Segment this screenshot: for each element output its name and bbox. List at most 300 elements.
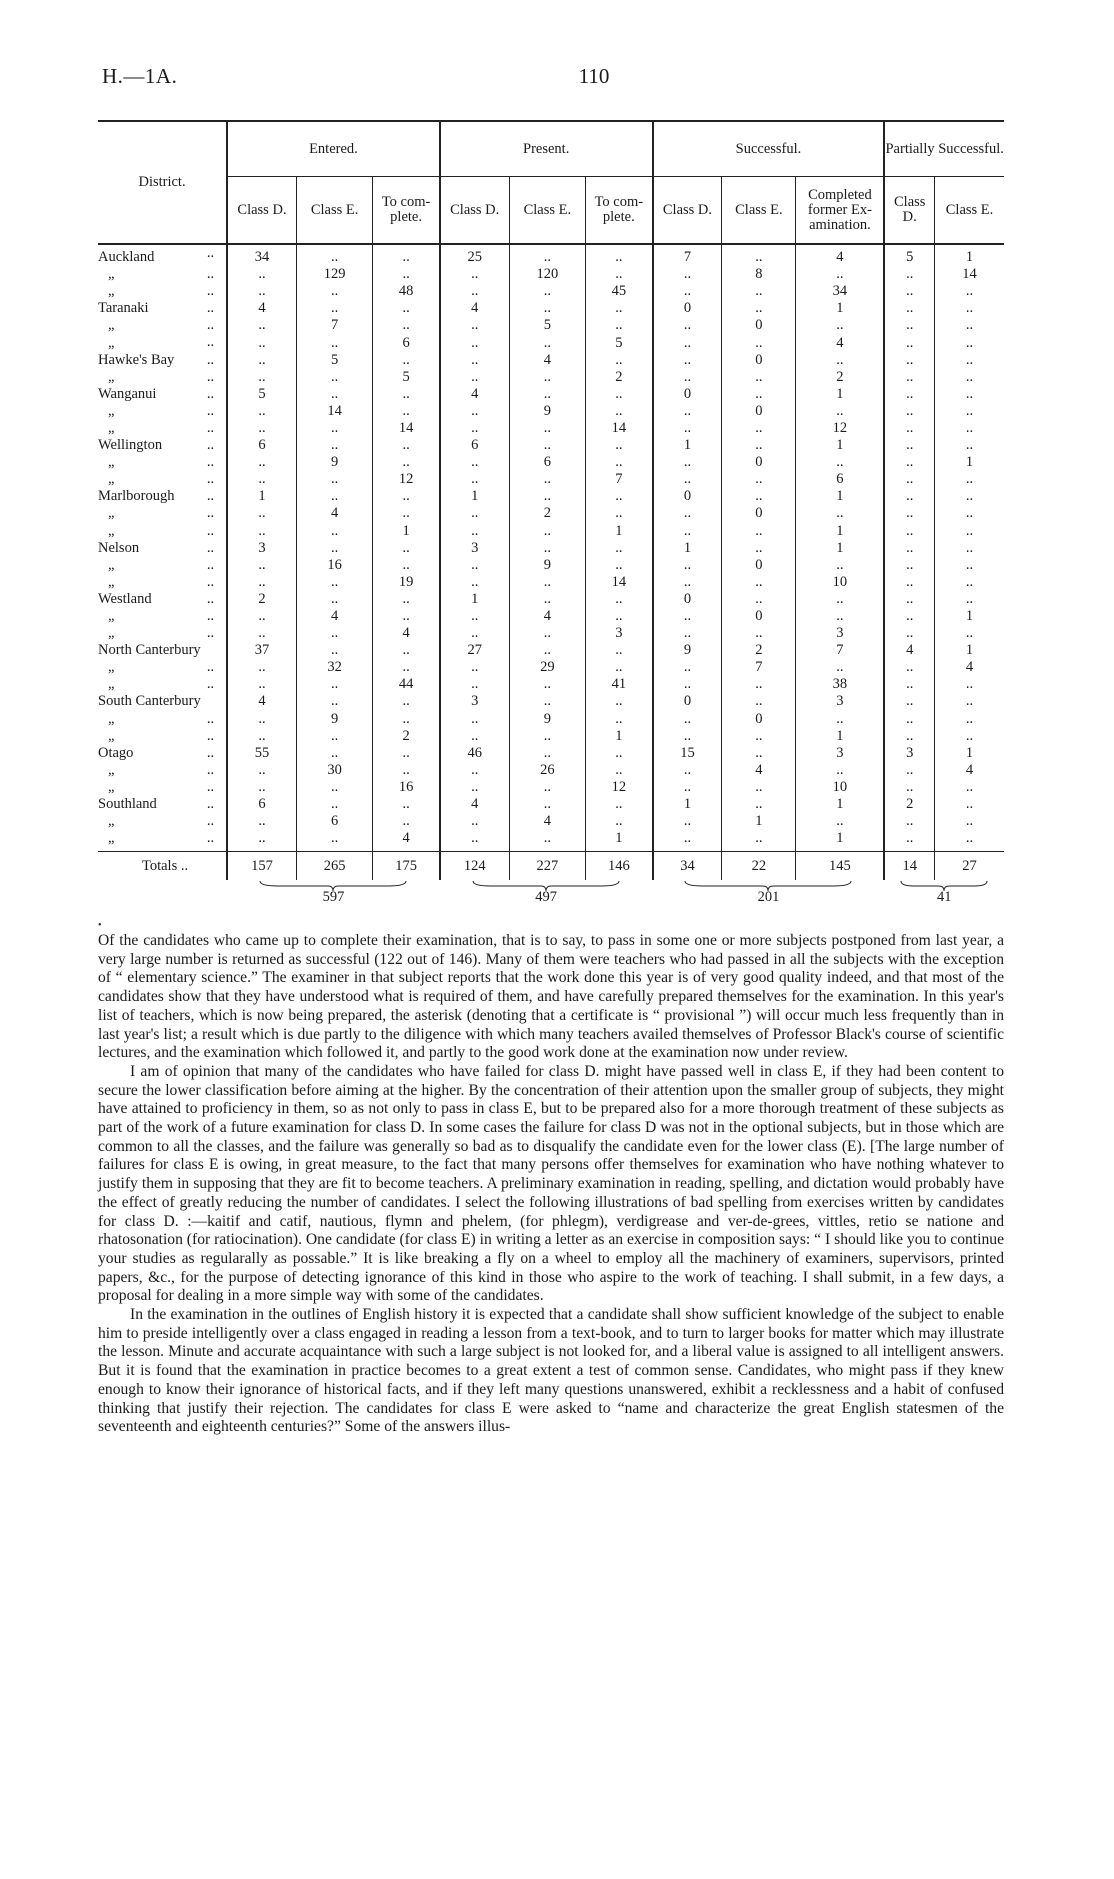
data-cell: ..	[884, 420, 934, 437]
table-row	[98, 352, 1004, 369]
data-cell: ..	[884, 676, 934, 693]
data-cell: ..	[935, 283, 1004, 300]
data-cell: 4	[440, 796, 509, 813]
data-cell: ..	[440, 317, 509, 334]
data-cell: 3	[796, 745, 884, 762]
leader-dots: ..	[206, 556, 215, 573]
brace-icon	[899, 880, 989, 892]
data-cell: ..	[722, 471, 796, 488]
data-cell: ..	[722, 830, 796, 852]
data-cell: ..	[935, 830, 1004, 852]
subheader-partial-class-e: Class E.	[935, 177, 1004, 245]
leader-dots: ..	[206, 761, 215, 778]
data-cell: ..	[509, 728, 585, 745]
data-cell: 7	[296, 317, 372, 334]
data-cell: ..	[722, 420, 796, 437]
table-row	[98, 540, 1004, 557]
data-cell: 5	[509, 317, 585, 334]
leader-dots: ..	[206, 659, 215, 676]
data-cell: 0	[653, 693, 722, 710]
data-cell: ..	[440, 334, 509, 351]
data-cell: 48	[373, 283, 440, 300]
data-cell: 1	[796, 540, 884, 557]
data-cell: ..	[373, 762, 440, 779]
data-cell: ..	[722, 728, 796, 745]
data-cell: 6	[796, 471, 884, 488]
subheader-present-to-complete: To com-plete.	[586, 177, 653, 245]
data-cell: 4	[796, 334, 884, 351]
data-cell: 1	[796, 728, 884, 745]
data-cell: ..	[586, 540, 653, 557]
table-row	[98, 642, 1004, 659]
group-total-partial	[884, 880, 1004, 906]
data-cell: ..	[373, 540, 440, 557]
district-name: Marlborough	[98, 488, 175, 505]
data-cell: ..	[509, 437, 585, 454]
group-header-successful: Successful.	[653, 121, 885, 177]
district-cell	[98, 659, 227, 676]
data-cell: ..	[509, 779, 585, 796]
data-cell: 1	[796, 488, 884, 505]
table-row	[98, 574, 1004, 591]
data-cell: ..	[440, 625, 509, 642]
data-cell: 1	[586, 728, 653, 745]
data-cell: ..	[373, 352, 440, 369]
data-cell: ..	[722, 693, 796, 710]
data-cell: ..	[509, 693, 585, 710]
data-cell: 2	[373, 728, 440, 745]
data-cell: 4	[227, 300, 296, 317]
data-cell: 4	[935, 762, 1004, 779]
district-cell	[98, 369, 227, 386]
data-cell: ..	[653, 352, 722, 369]
data-cell: ..	[373, 711, 440, 728]
data-cell: ..	[509, 540, 585, 557]
data-cell: ..	[653, 574, 722, 591]
data-cell: ..	[509, 369, 585, 386]
data-cell: ..	[722, 779, 796, 796]
data-cell: ..	[653, 625, 722, 642]
data-cell: ..	[296, 796, 372, 813]
data-cell: ..	[653, 454, 722, 471]
district-name: „	[108, 368, 115, 385]
data-cell: 9	[509, 403, 585, 420]
district-name: „	[108, 778, 115, 795]
data-cell: ..	[653, 762, 722, 779]
group-header-entered: Entered.	[227, 121, 440, 177]
data-cell: 4	[440, 300, 509, 317]
data-cell: ..	[296, 574, 372, 591]
district-name: Hawke's Bay	[98, 351, 175, 368]
totals-label	[98, 852, 227, 881]
data-cell: ..	[227, 471, 296, 488]
district-name: Westland	[98, 590, 152, 607]
data-cell: 1	[935, 454, 1004, 471]
data-cell: ..	[884, 334, 934, 351]
data-cell: ..	[653, 334, 722, 351]
totals-label-text: Totals	[142, 857, 178, 874]
data-cell: 0	[722, 317, 796, 334]
data-cell: ..	[796, 659, 884, 676]
district-cell	[98, 244, 227, 266]
data-cell: ..	[296, 625, 372, 642]
data-cell: ..	[227, 420, 296, 437]
district-cell	[98, 505, 227, 522]
district-cell	[98, 352, 227, 369]
data-cell: ..	[509, 642, 585, 659]
district-name: Nelson	[98, 539, 140, 556]
data-cell: ..	[935, 711, 1004, 728]
data-cell: ..	[509, 574, 585, 591]
data-cell: ..	[796, 813, 884, 830]
district-cell	[98, 693, 227, 710]
table-row	[98, 693, 1004, 710]
district-cell	[98, 471, 227, 488]
table-row	[98, 676, 1004, 693]
data-cell: ..	[440, 420, 509, 437]
data-cell: 4	[296, 608, 372, 625]
data-cell: ..	[373, 796, 440, 813]
data-cell: ..	[586, 642, 653, 659]
data-cell: ..	[509, 625, 585, 642]
margin-bullet: •	[98, 920, 102, 931]
leader-dots: ..	[206, 402, 215, 419]
group-total-value: 597	[322, 889, 345, 906]
table-row	[98, 369, 1004, 386]
data-cell: ..	[653, 523, 722, 540]
total-cell: 34	[653, 852, 722, 881]
data-cell: 6	[296, 813, 372, 830]
data-cell: ..	[722, 540, 796, 557]
data-cell: ..	[586, 505, 653, 522]
table-row	[98, 779, 1004, 796]
data-cell: ..	[227, 813, 296, 830]
data-cell: ..	[509, 745, 585, 762]
data-cell: ..	[296, 779, 372, 796]
data-cell: ..	[884, 693, 934, 710]
data-cell: ..	[884, 369, 934, 386]
total-cell: 27	[935, 852, 1004, 881]
district-cell	[98, 779, 227, 796]
data-cell: ..	[509, 523, 585, 540]
total-cell: 146	[586, 852, 653, 881]
district-cell	[98, 796, 227, 813]
data-cell: 1	[440, 488, 509, 505]
table-row	[98, 557, 1004, 574]
data-cell: 4	[796, 244, 884, 266]
data-cell: 3	[796, 693, 884, 710]
data-cell: ..	[440, 711, 509, 728]
table-row	[98, 591, 1004, 608]
data-cell: 1	[935, 745, 1004, 762]
leader-dots: ..	[206, 334, 215, 351]
data-cell: ..	[296, 693, 372, 710]
district-cell	[98, 813, 227, 830]
data-cell: ..	[884, 505, 934, 522]
table-row	[98, 244, 1004, 266]
data-cell: ..	[722, 488, 796, 505]
data-cell: 0	[653, 386, 722, 403]
data-cell: ..	[296, 540, 372, 557]
data-cell: ..	[586, 454, 653, 471]
data-cell: 14	[935, 266, 1004, 283]
district-name: „	[108, 727, 115, 744]
data-cell: ..	[653, 283, 722, 300]
data-cell: ..	[884, 830, 934, 852]
data-cell: ..	[653, 711, 722, 728]
district-name: „	[108, 283, 115, 300]
data-cell: 2	[722, 642, 796, 659]
table-row	[98, 608, 1004, 625]
table-row	[98, 488, 1004, 505]
data-cell: ..	[296, 369, 372, 386]
brace-icon	[471, 880, 621, 892]
data-cell: ..	[884, 813, 934, 830]
leader-dots: ..	[206, 317, 215, 334]
data-cell: ..	[935, 471, 1004, 488]
district-name: „	[108, 625, 115, 642]
district-name: „	[108, 317, 115, 334]
district-cell	[98, 574, 227, 591]
data-cell: ..	[884, 300, 934, 317]
table-row	[98, 403, 1004, 420]
data-cell: ..	[373, 642, 440, 659]
district-name: „	[108, 334, 115, 351]
data-cell: ..	[722, 574, 796, 591]
data-cell: 1	[373, 523, 440, 540]
data-cell: ..	[722, 796, 796, 813]
data-cell: 9	[509, 557, 585, 574]
data-cell: 44	[373, 676, 440, 693]
data-cell: ..	[653, 317, 722, 334]
data-cell: 4	[373, 830, 440, 852]
data-cell: ..	[935, 317, 1004, 334]
data-cell: ..	[722, 300, 796, 317]
data-cell: ..	[884, 762, 934, 779]
data-cell: ..	[935, 369, 1004, 386]
data-cell: ..	[440, 574, 509, 591]
data-cell: ..	[935, 420, 1004, 437]
data-cell: 3	[884, 745, 934, 762]
data-cell: 4	[884, 642, 934, 659]
data-cell: ..	[373, 386, 440, 403]
data-cell: ..	[586, 693, 653, 710]
data-cell: 14	[296, 403, 372, 420]
data-cell: ..	[653, 505, 722, 522]
district-name: „	[108, 556, 115, 573]
data-cell: 6	[373, 334, 440, 351]
data-cell: ..	[884, 711, 934, 728]
data-cell: 0	[722, 454, 796, 471]
data-cell: ..	[653, 266, 722, 283]
data-cell: ..	[296, 745, 372, 762]
data-cell: ..	[509, 334, 585, 351]
data-cell: ..	[373, 488, 440, 505]
data-cell: 1	[935, 608, 1004, 625]
data-cell: ..	[373, 813, 440, 830]
data-cell: ..	[586, 266, 653, 283]
data-cell: 7	[796, 642, 884, 659]
data-cell: 4	[722, 762, 796, 779]
data-cell: 9	[509, 711, 585, 728]
district-name: „	[108, 830, 115, 847]
data-cell: ..	[884, 266, 934, 283]
data-cell: ..	[722, 676, 796, 693]
data-cell: 3	[227, 540, 296, 557]
data-cell: 3	[440, 693, 509, 710]
data-cell: ..	[227, 659, 296, 676]
data-cell: ..	[227, 762, 296, 779]
leader-dots: ..	[206, 830, 215, 847]
data-cell: 1	[796, 523, 884, 540]
district-cell	[98, 625, 227, 642]
district-cell	[98, 488, 227, 505]
brace-icon	[683, 880, 853, 892]
group-total-value: 497	[535, 889, 558, 906]
district-name: „	[108, 813, 115, 830]
data-cell: ..	[884, 403, 934, 420]
data-cell: 0	[722, 352, 796, 369]
data-cell: 120	[509, 266, 585, 283]
data-cell: 1	[796, 830, 884, 852]
data-cell: ..	[296, 334, 372, 351]
district-name: „	[108, 454, 115, 471]
district-cell	[98, 591, 227, 608]
data-cell: ..	[373, 454, 440, 471]
data-cell: ..	[373, 557, 440, 574]
table-row	[98, 454, 1004, 471]
data-cell: ..	[884, 779, 934, 796]
data-cell: ..	[440, 266, 509, 283]
district-cell	[98, 728, 227, 745]
table-row	[98, 523, 1004, 540]
data-cell: 4	[373, 625, 440, 642]
data-cell: ..	[884, 471, 934, 488]
data-cell: ..	[296, 676, 372, 693]
data-cell: ..	[884, 386, 934, 403]
district-cell	[98, 334, 227, 351]
leader-dots: ..	[206, 488, 215, 505]
data-cell: ..	[884, 352, 934, 369]
table-row	[98, 711, 1004, 728]
data-cell: 4	[935, 659, 1004, 676]
district-name: Southland	[98, 796, 157, 813]
page-number: 110	[578, 64, 610, 88]
data-cell: ..	[296, 386, 372, 403]
data-cell: ..	[440, 454, 509, 471]
district-cell	[98, 454, 227, 471]
data-cell: ..	[227, 454, 296, 471]
data-cell: 2	[509, 505, 585, 522]
leader-dots: ..	[206, 625, 215, 642]
data-cell: ..	[586, 796, 653, 813]
table-row	[98, 317, 1004, 334]
data-cell: 1	[653, 540, 722, 557]
data-cell: 10	[796, 779, 884, 796]
data-cell: 4	[509, 352, 585, 369]
district-cell	[98, 283, 227, 300]
data-cell: ..	[796, 505, 884, 522]
leader-dots: ..	[206, 385, 215, 402]
data-cell: 3	[586, 625, 653, 642]
data-cell: 1	[227, 488, 296, 505]
district-name: Auckland	[98, 249, 155, 266]
data-cell: 19	[373, 574, 440, 591]
district-cell	[98, 642, 227, 659]
data-cell: ..	[586, 300, 653, 317]
district-name: „	[108, 659, 115, 676]
data-cell: ..	[935, 352, 1004, 369]
data-cell: ..	[586, 386, 653, 403]
data-cell: 16	[296, 557, 372, 574]
leader-dots: ..	[206, 368, 215, 385]
district-cell	[98, 540, 227, 557]
table-row	[98, 300, 1004, 317]
data-cell: 1	[935, 244, 1004, 266]
district-cell	[98, 523, 227, 540]
table-row	[98, 830, 1004, 852]
total-cell: 157	[227, 852, 296, 881]
group-total-value: 41	[936, 889, 952, 906]
subheader-successful-completed-former: Completed former Ex-amination.	[796, 177, 884, 245]
data-cell: 12	[586, 779, 653, 796]
district-name: Taranaki	[98, 300, 149, 317]
data-cell: 38	[796, 676, 884, 693]
data-cell: 1	[935, 642, 1004, 659]
data-cell: ..	[373, 403, 440, 420]
subheader-successful-class-e: Class E.	[722, 177, 796, 245]
data-cell: ..	[227, 352, 296, 369]
data-cell: ..	[935, 386, 1004, 403]
data-cell: 14	[586, 420, 653, 437]
leader-dots: ..	[206, 676, 215, 693]
data-cell: ..	[653, 471, 722, 488]
data-cell: ..	[373, 693, 440, 710]
data-cell: ..	[722, 386, 796, 403]
data-cell: ..	[227, 334, 296, 351]
data-cell: 7	[722, 659, 796, 676]
data-cell: ..	[935, 334, 1004, 351]
table-row	[98, 728, 1004, 745]
data-cell: ..	[935, 813, 1004, 830]
subheader-entered-to-complete: To com-plete.	[373, 177, 440, 245]
data-cell: ..	[509, 830, 585, 852]
examination-results-table	[98, 120, 1004, 906]
district-name: „	[108, 402, 115, 419]
data-cell: ..	[227, 608, 296, 625]
data-cell: 5	[884, 244, 934, 266]
paragraph: Of the candidates who came up to complete their examination, that is to say, to pass in some one or more subjects postponed from last year, a very large number is returned as successful (122 out of 146). Many of them were teachers who had passed in all the subjects with the exception of “ elementary science.” The examiner in that subject reports that the work done this year is of very good quality indeed, and that most of the candidates show that they have understood what is required of them, and have carefully prepared themselves for the examination. In this year's list of teachers, which is now being prepared, the asterisk (denoting that a certificate is “ provisional ”) will occur much less frequently than in last year's list; a result which is due partly to the diligence with which many teachers availed themselves of Professor Black's course of scientific lectures, and the examination which followed it, and partly to the good work done at the examination now under review.	[98, 932, 1004, 1062]
data-cell: ..	[935, 728, 1004, 745]
data-cell: 8	[722, 266, 796, 283]
data-cell: ..	[440, 659, 509, 676]
subheader-present-class-e: Class E.	[509, 177, 585, 245]
table-body	[98, 244, 1004, 852]
leader-dots: ..	[206, 266, 215, 283]
district-cell	[98, 300, 227, 317]
data-cell: 34	[227, 244, 296, 266]
data-cell: ..	[884, 488, 934, 505]
data-cell: ..	[227, 728, 296, 745]
data-cell: ..	[227, 266, 296, 283]
data-cell: ..	[440, 813, 509, 830]
district-name: „	[108, 505, 115, 522]
data-cell: ..	[796, 557, 884, 574]
data-cell: ..	[586, 437, 653, 454]
data-cell: ..	[935, 505, 1004, 522]
data-cell: 4	[227, 693, 296, 710]
data-cell: ..	[586, 711, 653, 728]
